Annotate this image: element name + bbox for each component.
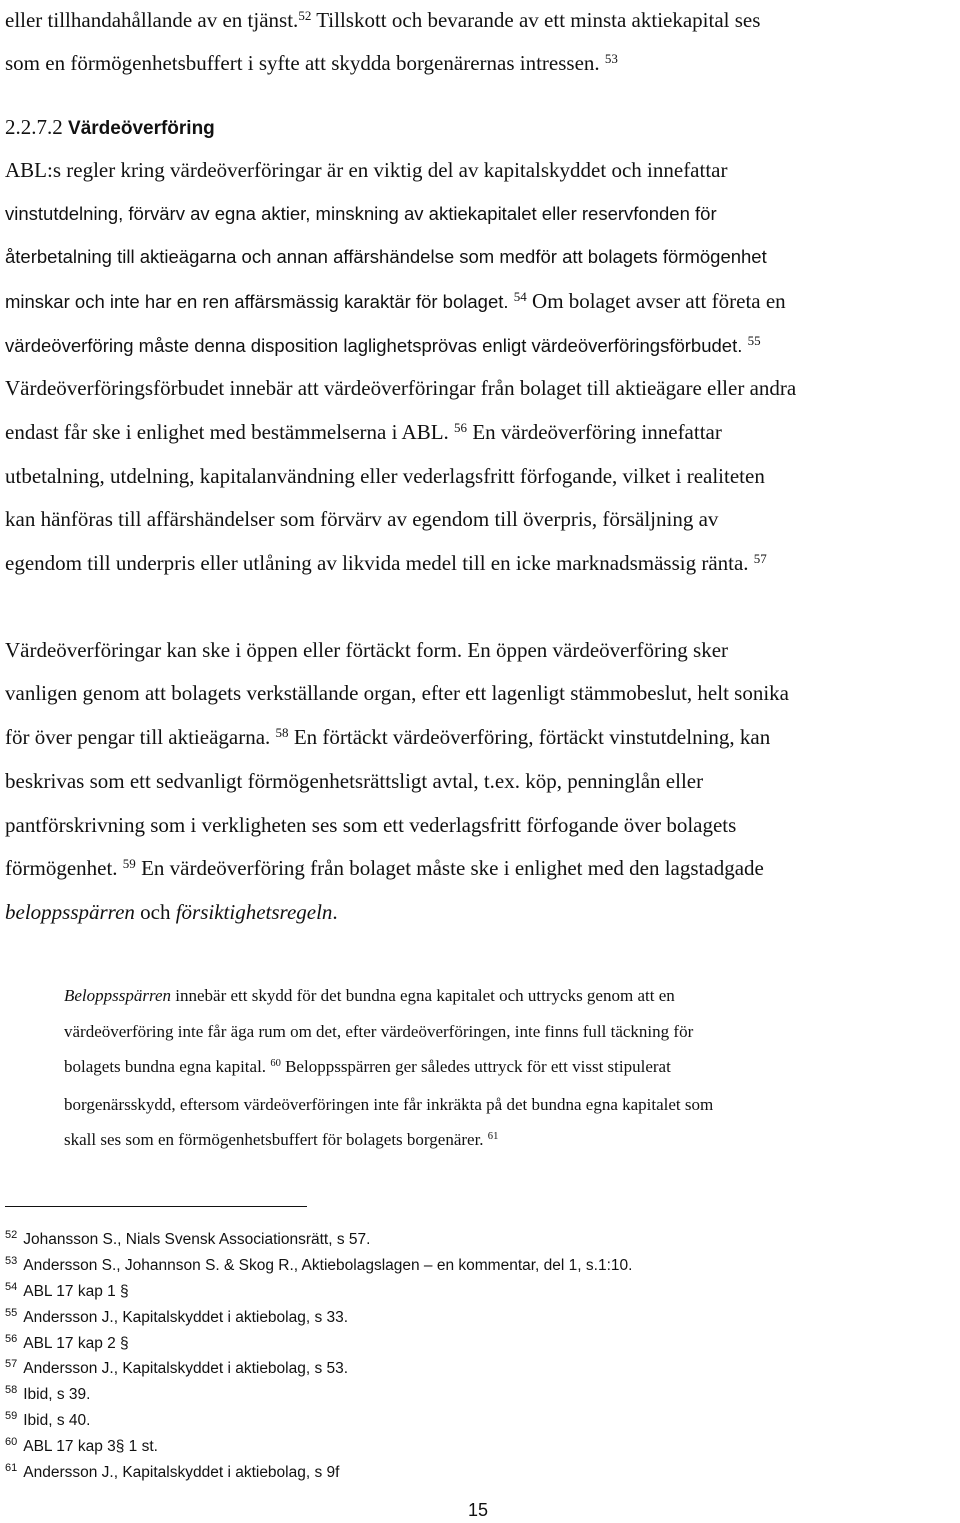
text-segment: endast får ske i enlighet med bestämmelserna i ABL. xyxy=(5,420,449,444)
footnote xyxy=(5,1381,90,1404)
text-segment: Tillskott och bevarande av ett minsta aktiekapital ses xyxy=(311,8,761,32)
footnote xyxy=(5,1407,90,1430)
footnote-number: 57 xyxy=(5,1358,18,1370)
footnote-number: 52 xyxy=(5,1229,18,1241)
footnote xyxy=(5,1278,129,1301)
text-segment: minskar och inte har en ren affärsmässig karaktär för bolaget. xyxy=(5,291,509,312)
footnote-number: 61 xyxy=(5,1462,18,1474)
text-line xyxy=(5,420,722,444)
footnote-ref[interactable]: 56 xyxy=(454,419,468,435)
footnote-number: 56 xyxy=(5,1333,18,1345)
footnote-number: 55 xyxy=(5,1307,18,1319)
text-segment: Om bolaget avser att företa en xyxy=(526,289,786,313)
text-line: utbetalning, utdelning, kapitalanvändning eller vederlagsfritt förfogande, vilket i realiteten xyxy=(5,464,765,488)
footnote-ref[interactable]: 53 xyxy=(604,50,618,66)
text-segment: . xyxy=(332,900,338,924)
footnote-ref[interactable]: 52 xyxy=(298,7,312,23)
text-line xyxy=(5,900,338,924)
text-segment: bolagets bundna egna kapital. xyxy=(64,1057,267,1076)
text-segment: eller tillhandahållande av en tjänst. xyxy=(5,8,299,32)
footnote xyxy=(5,1355,348,1378)
footnote-number: 53 xyxy=(5,1255,18,1267)
footnote xyxy=(5,1433,158,1456)
footnote-ref[interactable]: 59 xyxy=(122,855,136,871)
footnote xyxy=(5,1304,348,1327)
text-line xyxy=(5,551,767,575)
text-line: Värdeöverföringsförbudet innebär att värdeöverföringar från bolaget till aktieägare eller andra xyxy=(5,376,797,400)
footnote-text: ABL 17 kap 1 § xyxy=(23,1283,129,1300)
text-segment: innebär ett skydd för det bundna egna kapitalet och uttrycks genom att en xyxy=(171,986,675,1005)
footnote-text: Johansson S., Nials Svensk Associationsrätt, s 57. xyxy=(23,1231,371,1248)
footnote-ref[interactable]: 60 xyxy=(270,1058,281,1070)
footnote-text: Andersson J., Kapitalskyddet i aktiebolag, s 53. xyxy=(23,1360,349,1377)
text-line: Värdeöverföringar kan ske i öppen eller förtäckt form. En öppen värdeöverföring sker xyxy=(5,638,729,662)
italic-term: Beloppsspärren xyxy=(64,986,172,1005)
text-line: vanligen genom att bolagets verkställande organ, efter ett lagenligt stämmobeslut, helt sonika xyxy=(5,681,789,705)
footnote xyxy=(5,1330,129,1353)
text-line: ABL:s regler kring värdeöverföringar är en viktig del av kapitalskyddet och innefattar xyxy=(5,158,728,182)
text-segment: En värdeöverföring innefattar xyxy=(467,420,722,444)
text-line xyxy=(5,51,618,75)
text-segment: En förtäckt värdeöverföring, förtäckt vinstutdelning, kan xyxy=(288,725,771,749)
text-line xyxy=(5,289,786,314)
text-line: vinstutdelning, förvärv av egna aktier, minskning av aktiekapitalet eller reservfonden för xyxy=(5,203,717,224)
text-segment: förmögenhet. xyxy=(5,856,118,880)
footnote-ref[interactable]: 57 xyxy=(753,550,767,566)
section-title: Värdeöverföring xyxy=(62,118,215,139)
page-number: 15 xyxy=(468,1500,489,1520)
text-line xyxy=(5,856,764,880)
text-segment: egendom till underpris eller utlåning av likvida medel till en icke marknadsmässig ränta. xyxy=(5,551,749,575)
footnote xyxy=(5,1252,632,1275)
footnote xyxy=(5,1459,339,1482)
footnote-text: ABL 17 kap 3§ 1 st. xyxy=(23,1438,158,1455)
text-line: återbetalning till aktieägarna och annan affärshändelse som medför att bolagets förmögenhet xyxy=(5,246,767,267)
footnote-separator xyxy=(5,1206,307,1207)
text-segment: En värdeöverföring från bolaget måste ske i enlighet med den lagstadgade xyxy=(135,856,764,880)
quote-line xyxy=(64,1130,498,1150)
quote-line xyxy=(64,1057,671,1077)
text-segment: skall ses som en förmögenhetsbuffert för bolagets borgenärer. xyxy=(64,1130,484,1149)
footnote-number: 59 xyxy=(5,1410,18,1422)
italic-term: beloppsspärren xyxy=(5,900,135,924)
footnote-ref[interactable]: 58 xyxy=(275,724,289,740)
text-line xyxy=(5,333,761,358)
quote-line: värdeöverföring inte får äga rum om det, efter värdeöverföringen, inte finns full täckning för xyxy=(64,1022,694,1041)
footnote-text: Andersson J., Kapitalskyddet i aktiebolag, s 9f xyxy=(23,1464,340,1481)
text-line: kan hänföras till affärshändelser som förvärv av egendom till överpris, försäljning av xyxy=(5,507,719,531)
footnote-ref[interactable]: 55 xyxy=(747,332,761,348)
footnote-ref[interactable]: 54 xyxy=(513,288,527,304)
footnote-text: ABL 17 kap 2 § xyxy=(23,1335,129,1352)
section-heading xyxy=(5,115,215,141)
text-line xyxy=(5,725,770,749)
footnote-text: Ibid, s 39. xyxy=(23,1386,91,1403)
section-number: 2.2.7.2 xyxy=(5,115,63,139)
text-segment: för över pengar till aktieägarna. xyxy=(5,725,271,749)
text-segment: som en förmögenhetsbuffert i syfte att skydda borgenärernas intressen. xyxy=(5,51,600,75)
footnote-text: Andersson S., Johannson S. & Skog R., Aktiebolagslagen – en kommentar, del 1, s.1:10. xyxy=(23,1257,633,1274)
text-segment: och xyxy=(134,900,176,924)
footnote-number: 54 xyxy=(5,1281,18,1293)
text-segment: Beloppsspärren ger således uttryck för ett visst stipulerat xyxy=(280,1057,671,1076)
quote-line xyxy=(64,986,675,1006)
text-line: pantförskrivning som i verkligheten ses som ett vederlagsfritt förfogande över bolagets xyxy=(5,813,737,837)
text-line xyxy=(5,8,760,32)
text-segment: värdeöverföring måste denna disposition laglighetsprövas enligt värdeöverföringsförbudet. xyxy=(5,335,743,356)
footnote-ref[interactable]: 61 xyxy=(487,1131,499,1143)
footnote-text: Andersson J., Kapitalskyddet i aktiebolag, s 33. xyxy=(23,1309,349,1326)
footnote-number: 60 xyxy=(5,1436,18,1448)
footnote-text: Ibid, s 40. xyxy=(23,1412,91,1429)
text-line: beskrivas som ett sedvanligt förmögenhetsrättsligt avtal, t.ex. köp, penninglån eller xyxy=(5,769,704,793)
italic-term: försiktighetsregeln xyxy=(175,900,333,924)
footnote-number: 58 xyxy=(5,1384,18,1396)
quote-line: borgenärsskydd, eftersom värdeöverföringen inte får inkräkta på det bundna egna kapitalet som xyxy=(64,1095,714,1114)
footnote xyxy=(5,1226,370,1249)
